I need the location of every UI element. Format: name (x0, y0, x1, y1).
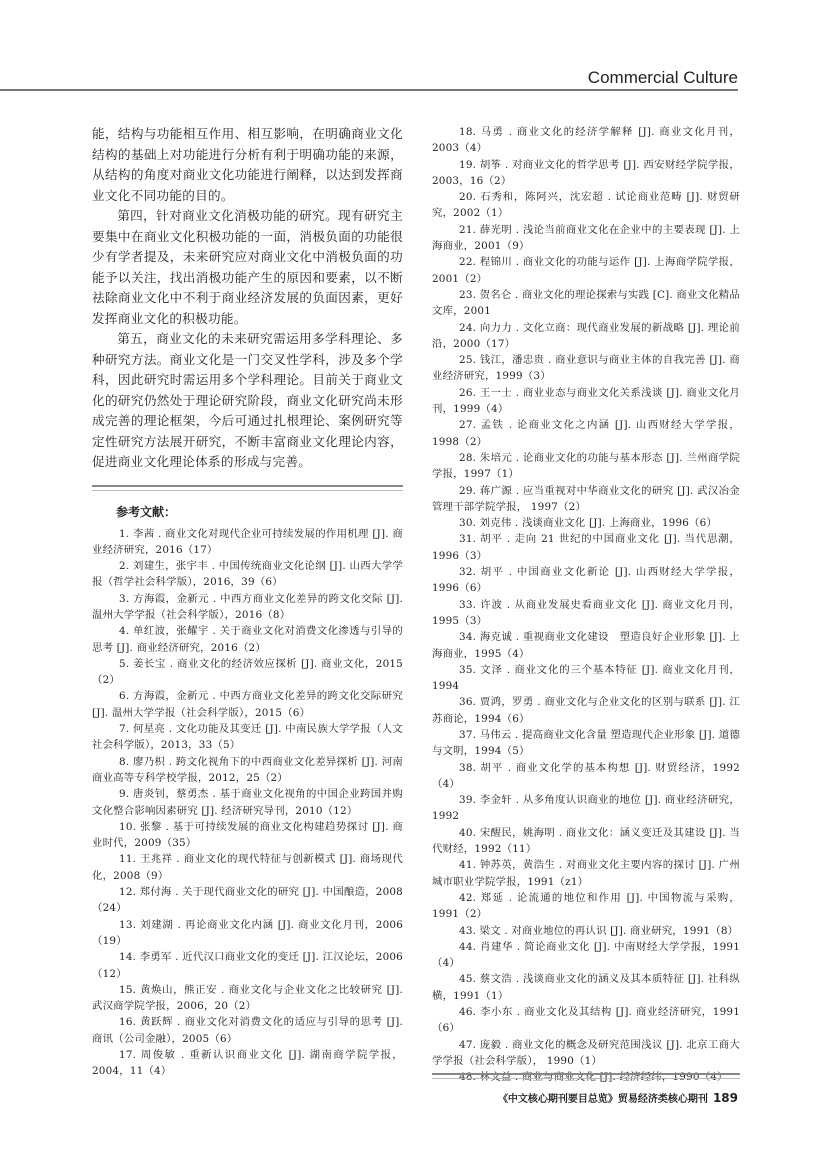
reference-item: 13. 刘建湖 . 再论商业文化内涵 [J]. 商业文化月刊，2006（19） (92, 918, 403, 947)
reference-item: 36. 贾鸿，罗勇 . 商业文化与企业文化的区别与联系 [J]. 江苏商论，1994（6） (432, 696, 740, 725)
reference-item: 2. 刘建生，张宇丰 . 中国传统商业文化论纲 [J]. 山西大学学报（哲学社会科学版），2016，39（6） (92, 560, 403, 589)
reference-item: 21. 薛光明 . 浅论当前商业文化在企业中的主要表现 [J]. 上海商业，2001（9） (432, 223, 740, 253)
reference-item: 19. 胡筝 . 对商业文化的哲学思考 [J]. 西安财经学院学报，2003，16（2） (432, 158, 740, 187)
reference-item: 4. 单红波，张耀宇 . 关于商业文化对消费文化渗透与引导的思考 [J]. 商业经济研究，2016（2） (92, 625, 403, 654)
reference-item: 37. 马伟云 . 提高商业文化含量 塑造现代企业形象 [J]. 道德与文明，1994（5） (432, 728, 740, 758)
section-divider (92, 485, 403, 491)
reference-item: 10. 张黎 . 基于可持续发展的商业文化构建趋势探讨 [J]. 商业时代，2009（35） (92, 820, 403, 850)
reference-item: 24. 向力力 . 文化立商：现代商业发展的新战略 [J]. 理论前沿，2000（17） (432, 321, 740, 350)
reference-item: 38. 胡平 . 商业文化学的基本构想 [J]. 财贸经济，1992（4） (432, 761, 740, 790)
reference-item: 30. 刘克伟 . 浅谈商业文化 [J]. 上海商业，1996（6） (459, 517, 718, 530)
reference-item: 23. 贺名仑 . 商业文化的理论探索与实践 [C]. 商业文化精品文库，2001 (432, 288, 740, 318)
reference-item: 3. 方海霞，金新元 . 中西方商业文化差异的跨文化交际 [J]. 温州大学学报（社会科学版），2016（8） (92, 592, 403, 621)
reference-item: 20. 石秀和，陈阿兴，沈宏超 . 试论商业范畴 [J]. 财贸研究，2002（1） (432, 191, 740, 220)
reference-item: 15. 黄焕山，熊正安 . 商业文化与企业文化之比较研究 [J]. 武汉商学院学报，2006，20（2） (92, 983, 403, 1013)
reference-item: 32. 胡平 . 中国商业文化新论 [J]. 山西财经大学学报，1996（6） (432, 566, 740, 595)
reference-item: 29. 蒋广源 . 应当重视对中华商业文化的研究 [J]. 武汉冶金管理干部学院学报， 1997（2） (432, 484, 740, 513)
references-heading: 参考文献： (116, 504, 177, 519)
reference-item: 33. 许波 . 从商业发展史看商业文化 [J]. 商业文化月刊，1995（3） (432, 598, 740, 627)
reference-item: 43. 梁文 . 对商业地位的再认识 [J]. 商业研究，1991（8） (459, 924, 739, 937)
running-header-title: Commercial Culture (587, 68, 738, 87)
reference-item: 28. 朱培元 . 论商业文化的功能与基本形态 [J]. 兰州商学院学报，1997（1） (432, 451, 740, 481)
reference-item: 8. 廖乃枳 . 跨文化视角下的中西商业文化差异探析 [J]. 河南商业高等专科学校学报，2012，25（2） (92, 755, 403, 784)
reference-item: 11. 王兆祥 . 商业文化的现代特征与创新模式 [J]. 商场现代化，2008（9） (92, 853, 403, 882)
page-number: 189 (712, 1091, 738, 1105)
right-column (432, 124, 740, 1086)
references-list-right (432, 124, 740, 1086)
left-column (92, 124, 403, 1080)
reference-item: 46. 李小东 . 商业文化及其结构 [J]. 商业经济研究，1991（6） (432, 1006, 740, 1035)
reference-item: 16. 黄跃辉 . 商业文化对消费文化的适应与引导的思考 [J]. 商讯（公司金融），2005（6） (92, 1016, 403, 1045)
reference-item: 40. 宋醒民，姚海明 . 商业文化：涵义变迁及其建设 [J]. 当代财经，1992（11） (432, 826, 740, 856)
reference-item: 41. 钟苏英，黄浩生 . 对商业文化主要内容的探讨 [J]. 广州城市职业学院学报，1991（z1） (432, 859, 740, 888)
reference-item: 22. 程锦川 . 商业文化的功能与运作 [J]. 上海商学院学报，2001（2） (432, 256, 740, 285)
reference-item: 35. 文泽 . 商业文化的三个基本特征 [J]. 商业文化月刊，1994 (432, 663, 740, 693)
body-paragraph: 第四，针对商业文化消极功能的研究。现有研究主要集中在商业文化积极功能的一面，消极负面的功能很少有学者提及，未来研究应对商业文化中消极负面的功能予以关注，找出消极功能产生的原因和要素，以不断祛除商业文化中不利于商业经济发展的负面因素，更好发挥商业文化的积极功能。 (92, 208, 403, 326)
reference-item: 5. 姜长宝 . 商业文化的经济效应探析 [J]. 商业文化，2015（2） (92, 657, 403, 687)
references-list-left (92, 526, 403, 1080)
body-paragraph: 第五，商业文化的未来研究需运用多学科理论、多种研究方法。商业文化是一门交叉性学科，涉及多个学科，因此研究时需运用多个学科理论。目前关于商业文化的研究仍然处于理论研究阶段，商业文化研究尚未形成完善的理论框架，今后可通过扎根理论、案例研究等定性研究方法展开研究，不断丰富商业文化理论内容，促进商业文化理论体系的形成与完善。 (92, 331, 403, 469)
reference-item: 44. 肖建华 . 简论商业文化 [J]. 中南财经大学学报，1991（4） (432, 940, 740, 970)
page-footer (498, 1090, 738, 1105)
reference-item: 7. 何星亮 . 文化功能及其变迁 [J]. 中南民族大学学报（人文社会科学版），2013，33（5） (92, 723, 403, 752)
reference-item: 17. 周俊敏 . 重新认识商业文化 [J]. 湖南商学院学报，2004，11（4） (92, 1049, 403, 1078)
reference-item: 12. 郑付海 . 关于现代商业文化的研究 [J]. 中国酿造，2008（24） (92, 886, 403, 915)
reference-item: 47. 庞毅 . 商业文化的概念及研究范围浅议 [J]. 北京工商大学学报（社会科学版）， 1990（1） (432, 1038, 740, 1067)
reference-item: 39. 李金轩 . 从多角度认识商业的地位 [J]. 商业经济研究，1992 (432, 794, 740, 823)
reference-item: 26. 王一士 . 商业业态与商业文化关系浅谈 [J]. 商业文化月刊，1999（4） (432, 386, 740, 416)
header-rule (0, 89, 738, 91)
reference-item: 34. 海克诚 . 重视商业文化建设 塑造良好企业形象 [J]. 上海商业，1995（4） (432, 631, 740, 660)
reference-item: 31. 胡平 . 走向 21 世纪的中国商业文化 [J]. 当代思潮，1996（3） (432, 533, 740, 562)
reference-item: 48. 林文益 . 商业与商业文化 [J]. 经济经纬，1990（4） (459, 1071, 728, 1084)
reference-item: 45. 蔡文浩 . 浅谈商业文化的涵义及其本质特征 [J]. 社科纵横，1991（1） (432, 973, 740, 1002)
reference-item: 1. 李茜 . 商业文化对现代企业可持续发展的作用机理 [J]. 商业经济研究，2016（17） (92, 527, 403, 556)
reference-item: 42. 郑延 . 论流通的地位和作用 [J]. 中国物流与采购，1991（2） (432, 891, 740, 921)
footer-journal: 《中文核心期刊要目总览》贸易经济类核心期刊 (497, 1094, 708, 1105)
reference-item: 14. 李勇军 . 近代汉口商业文化的变迁 [J]. 江汉论坛，2006（12） (92, 951, 403, 980)
reference-item: 25. 钱江，潘忠贵 . 商业意识与商业主体的自我完善 [J]. 商业经济研究，1999（3） (432, 354, 740, 383)
end-divider (432, 1073, 740, 1079)
reference-item: 6. 方海霞，金新元 . 中西方商业文化差异的跨文化交际研究 [J]. 温州大学学报（社会科学版），2015（6） (92, 690, 403, 719)
reference-item: 18. 马勇 . 商业文化的经济学解释 [J]. 商业文化月刊，2003（4） (432, 126, 740, 155)
body-paragraph: 能，结构与功能相互作用、相互影响，在明确商业文化结构的基础上对功能进行分析有利于明确功能的来源，从结构的角度对商业文化功能进行阐释，以达到发挥商业文化不同功能的目的。 (92, 126, 403, 203)
reference-item: 9. 唐炎钊，蔡勇杰 . 基于商业文化视角的中国企业跨国并购文化整合影响因素研究 [J]. 经济研究导刊，2010（12） (92, 788, 403, 817)
reference-item: 27. 孟铁 . 论商业文化之内涵 [J]. 山西财经大学学报，1998（2） (432, 419, 740, 448)
